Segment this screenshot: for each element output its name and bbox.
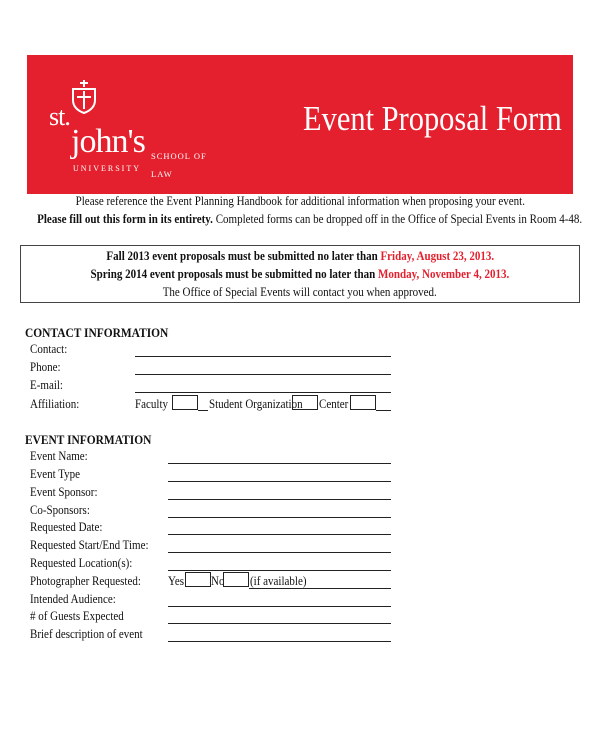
option-no: No xyxy=(211,574,225,588)
deadline-box xyxy=(20,245,580,303)
logo-johns: john's xyxy=(71,123,145,160)
requested-date-field[interactable] xyxy=(168,534,391,535)
phone-label: Phone: xyxy=(30,360,61,374)
co-sponsors-field[interactable] xyxy=(168,517,391,518)
intro-rest: Completed forms can be dropped off in the Office of Special Events in Room 4-48. xyxy=(212,212,583,226)
student-org-checkbox[interactable] xyxy=(292,395,318,410)
email-field[interactable] xyxy=(135,392,391,393)
requested-location-field[interactable] xyxy=(168,570,391,571)
affiliation-label: Affiliation: xyxy=(30,397,80,411)
spring-date: Monday, November 4, 2013. xyxy=(378,267,510,281)
co-sponsors-label: Co-Sponsors: xyxy=(30,503,90,517)
event-name-field[interactable] xyxy=(168,463,391,464)
requested-time-label: Requested Start/End Time: xyxy=(30,538,149,552)
intended-audience-field[interactable] xyxy=(168,606,391,607)
event-heading: EVENT INFORMATION xyxy=(25,432,152,447)
affiliation-underline-3 xyxy=(376,410,391,411)
option-yes: Yes xyxy=(168,574,185,588)
guests-expected-field[interactable] xyxy=(168,623,391,624)
guests-expected-label: # of Guests Expected xyxy=(30,609,124,623)
photographer-label: Photographer Requested: xyxy=(30,574,141,588)
intro-bold: Please fill out this form in its entirety. xyxy=(37,212,213,226)
photographer-no-checkbox[interactable] xyxy=(223,572,249,587)
event-sponsor-label: Event Sponsor: xyxy=(30,485,98,499)
photographer-yes-checkbox[interactable] xyxy=(185,572,211,587)
option-center: Center xyxy=(319,397,349,411)
intended-audience-label: Intended Audience: xyxy=(30,592,116,606)
approval-note: The Office of Special Events will contact you when approved. xyxy=(162,285,438,299)
event-type-field[interactable] xyxy=(168,481,391,482)
form-title: Event Proposal Form xyxy=(303,99,562,138)
option-faculty: Faculty xyxy=(135,397,168,411)
fall-date: Friday, August 23, 2013. xyxy=(380,249,494,263)
contact-heading: CONTACT INFORMATION xyxy=(25,325,169,340)
phone-field[interactable] xyxy=(135,374,391,375)
email-label: E-mail: xyxy=(30,378,63,392)
description-label: Brief description of event xyxy=(30,627,143,641)
spring-deadline: Spring 2014 event proposals must be submitted no later than Monday, November 4, 2013. xyxy=(90,267,510,281)
requested-time-field[interactable] xyxy=(168,552,391,553)
header-banner xyxy=(27,55,573,194)
event-type-label: Event Type xyxy=(30,467,81,481)
faculty-checkbox[interactable] xyxy=(172,395,198,410)
option-if-available: (if available) xyxy=(250,574,307,588)
event-name-label: Event Name: xyxy=(30,449,88,463)
fall-deadline: Fall 2013 event proposals must be submitted no later than Friday, August 23, 2013. xyxy=(106,249,494,263)
affiliation-underline xyxy=(198,410,208,411)
logo-st: st. xyxy=(49,102,70,131)
photographer-underline xyxy=(249,588,391,589)
intro-line-1: Please reference the Event Planning Handbook for additional information when proposing your event. xyxy=(75,194,525,208)
option-student-organization: Student Organization xyxy=(209,397,303,411)
center-checkbox[interactable] xyxy=(350,395,376,410)
logo-university: UNIVERSITY xyxy=(73,164,141,173)
description-field[interactable] xyxy=(168,641,391,642)
contact-field[interactable] xyxy=(135,356,391,357)
requested-date-label: Requested Date: xyxy=(30,520,103,534)
contact-label: Contact: xyxy=(30,342,68,356)
requested-location-label: Requested Location(s): xyxy=(30,556,133,570)
university-crest-icon xyxy=(69,78,99,114)
logo-school-of-law: SCHOOL OF LAW xyxy=(151,151,207,179)
event-sponsor-field[interactable] xyxy=(168,499,391,500)
intro-line-2 xyxy=(0,212,600,227)
